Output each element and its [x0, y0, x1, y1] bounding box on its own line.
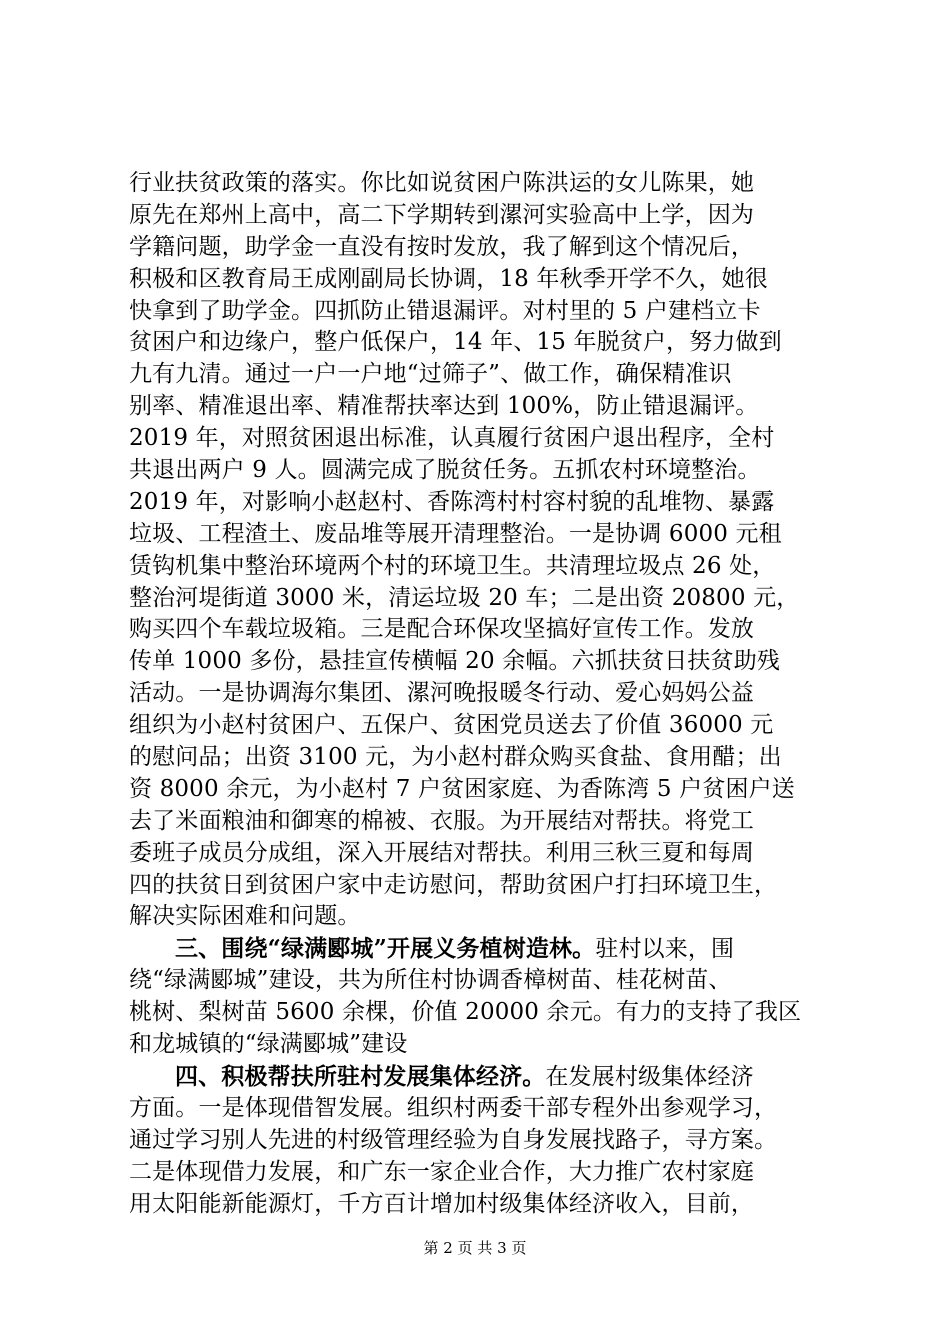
text-line: 组织为小赵村贫困户、五保户、贫困党员送去了价值 36000 元 — [129, 712, 774, 739]
text-line: 原先在郑州上高中，高二下学期转到漯河实验高中上学，因为 — [129, 201, 755, 228]
section-3-heading: 三、围绕“绿满郾城”开展义务植树造林。 — [175, 935, 596, 963]
section-4-heading: 四、积极帮扶所驻村发展集体经济。 — [175, 1062, 546, 1090]
text-line: 用太阳能新能源灯，千方百计增加村级集体经济收入，目前， — [129, 1190, 755, 1217]
text-line: 2019 年，对照贫困退出标准，认真履行贫困户退出程序，全村 — [129, 425, 775, 452]
text-line: 方面。一是体现借智发展。组织村两委干部专程外出参观学习， — [129, 1094, 778, 1121]
section-4-first-line — [129, 1061, 829, 1093]
section-3-first-text: 驻村以来，围 — [595, 936, 735, 963]
text-line: 桃树、梨树苗 5600 余棵，价值 20000 余元。有力的支持了我区 — [129, 999, 802, 1026]
section-4-first-text: 在发展村级集体经济 — [545, 1063, 754, 1090]
text-line: 快拿到了助学金。四抓防止错退漏评。对村里的 5 户建档立卡 — [129, 297, 761, 324]
text-line: 活动。一是协调海尔集团、漯河晚报暖冬行动、爱心妈妈公益 — [129, 680, 755, 707]
text-line: 别率、精准退出率、精准帮扶率达到 100%，防止错退漏评。 — [129, 393, 759, 420]
text-line: 解决实际困难和问题。 — [129, 903, 361, 930]
text-line: 赁钩机集中整治环境两个村的环境卫生。共清理垃圾点 26 处， — [129, 552, 776, 579]
text-line: 和龙城镇的“绿满郾城”建设 — [129, 1031, 408, 1058]
text-line: 资 8000 余元，为小赵村 7 户贫困家庭、为香陈湾 5 户贫困户送 — [129, 775, 795, 802]
text-line: 传单 1000 多份，悬挂宣传横幅 20 余幅。六抓扶贫日扶贫助残 — [129, 648, 780, 675]
text-line: 购买四个车载垃圾箱。三是配合环保攻坚搞好宣传工作。发放 — [129, 616, 755, 643]
section-3-first-line — [129, 933, 829, 965]
text-line: 积极和区教育局王成刚副局长协调，18 年秋季开学不久，她很 — [129, 265, 768, 292]
text-line: 去了米面粮油和御寒的棉被、衣服。为开展结对帮扶。将党工 — [129, 807, 755, 834]
text-line: 二是体现借力发展，和广东一家企业合作，大力推广农村家庭 — [129, 1158, 755, 1185]
text-line: 九有九清。通过一户一户地“过筛子”、做工作，确保精准识 — [129, 361, 732, 388]
text-line: 绕“绿满郾城”建设，共为所住村协调香樟树苗、桂花树苗、 — [129, 967, 732, 994]
text-line: 的慰问品；出资 3100 元，为小赵村群众购买食盐、食用醋；出 — [129, 744, 782, 771]
text-line: 垃圾、工程渣土、废品堆等展开清理整治。一是协调 6000 元租 — [129, 520, 782, 547]
text-line: 学籍问题，助学金一直没有按时发放，我了解到这个情况后， — [129, 233, 755, 260]
document-body — [129, 168, 829, 1220]
text-line: 2019 年，对影响小赵赵村、香陈湾村村容村貌的乱堆物、暴露 — [129, 488, 775, 515]
text-line: 四的扶贫日到贫困户家中走访慰问，帮助贫困户打扫环境卫生， — [129, 871, 778, 898]
page-footer: 第 2 页 共 3 页 — [423, 1239, 527, 1257]
text-line: 行业扶贫政策的落实。你比如说贫困户陈洪运的女儿陈果，她 — [129, 170, 755, 196]
text-line: 共退出两户 9 人。圆满完成了脱贫任务。五抓农村环境整治。 — [129, 457, 761, 484]
text-line: 委班子成员分成组，深入开展结对帮扶。利用三秋三夏和每周 — [129, 839, 755, 866]
text-line: 通过学习别人先进的村级管理经验为自身发展找路子，寻方案。 — [129, 1126, 778, 1153]
text-line: 贫困户和边缘户，整户低保户，14 年、15 年脱贫户，努力做到 — [129, 329, 782, 356]
text-line: 整治河堤街道 3000 米，清运垃圾 20 车；二是出资 20800 元， — [129, 584, 800, 611]
